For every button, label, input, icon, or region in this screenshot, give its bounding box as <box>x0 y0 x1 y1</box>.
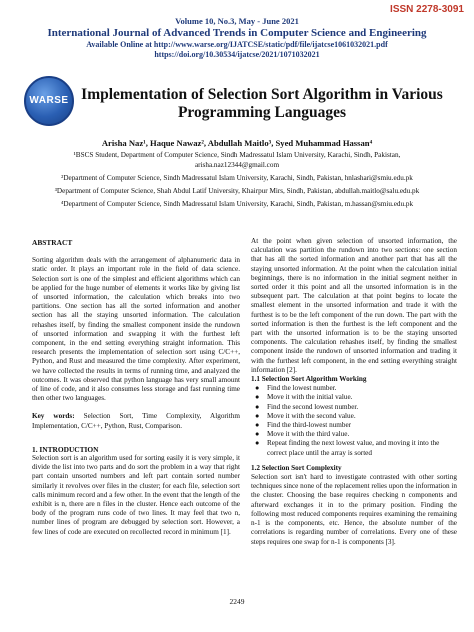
abstract-heading: ABSTRACT <box>32 238 73 247</box>
bullet-icon: ● <box>255 430 260 439</box>
affiliation-2: ²Department of Computer Science, Sindh Madressatul Islam University, Karachi, Sindh, Pakistan, hnlashari@smiu.edu.pk <box>61 173 413 182</box>
list-item: ● Move it with the third value. <box>255 430 350 439</box>
doi-link[interactable]: https://doi.org/10.30534/ijatcse/2021/1071032021 <box>154 50 320 59</box>
working-steps-list <box>251 384 457 458</box>
list-item: ● Find the second lowest number. <box>255 402 359 411</box>
warse-logo <box>24 76 74 126</box>
bullet-icon: ● <box>255 439 260 448</box>
list-item: ● Find the lowest number. <box>255 384 337 393</box>
keywords <box>32 412 240 430</box>
author-list: Arisha Naz¹, Haque Nawaz², Abdullah Maitlo³, Syed Muhammad Hassan⁴ <box>101 138 373 148</box>
affiliation-1: ¹BSCS Student, Department of Computer Science, Sindh Madressatul Islam University, Karachi, Sindh, Pakistan, arisha.naz12344@gmail.com <box>73 151 401 169</box>
page-number: 2249 <box>229 597 245 606</box>
list-item: ● Move it with the initial value. <box>255 393 353 402</box>
bullet-icon: ● <box>255 393 260 402</box>
keywords-text: Selection Sort, Time Complexity, Algorithm Implementation, C/C++, Python, Rust, Comparison. <box>32 412 240 430</box>
left-column <box>32 238 240 537</box>
list-item: ● Find the third-lowest number <box>255 421 352 430</box>
list-item: ● Move it with the second value. <box>255 411 356 420</box>
affiliation-3: ³Department of Computer Science, Shah Abdul Latif University, Khairpur Mirs, Sindh, Pakistan, abdullah.maitlo@salu.edu.pk <box>54 186 420 195</box>
introduction-text: Selection sort is an algorithm used for sorting easily it is very simple, it divide the list into two parts and do sort the problem in a way that right part contain unsorted numbers and left part contain sorted number similarly it revolves over files in the cluster; for each file, selection sort calls minimum record and a few other. In the event that the length of the exhibit is n, there are n files in the cluster. Hence each outcome of the body of the program runs code of two lines. It may feel that two n, number lines of program are debugged by selection sort. However, a few lines of code are executed on recollected record in minimum [1]. <box>32 454 240 536</box>
logo-text: WARSE <box>29 95 69 106</box>
title-line-1: Implementation of Selection Sort Algorithm in Various <box>81 86 443 103</box>
intro-continued-text: At the point when given selection of unsorted information, the calculation was partition the rundown into two sections: one section that has all the sorted information and another part that has all the staying unsorted information. At the point when the calculation initial beginnings, there is no information in the initial segment neither in sorted order it this point and all the unsorted information is in the subsequent part. The calculation at that point begins to locate the smallest element in the unsorted information and trade it with the furthest is to be the left component of the run down. The part with the sorted information is then the furthest is the left component and the part with the unsorted information is to be the staying unsorted components. The calculation rehashes itself, by finding the smallest component inside the rundown of unsorted information and trading it with the furthest left component, in the end setting everything straight information [2]. <box>251 237 457 374</box>
volume-line: Volume 10, No.3, May - June 2021 <box>175 16 299 26</box>
introduction-heading: 1. INTRODUCTION <box>32 444 99 454</box>
list-item: ● Repeat finding the next lowest value, and moving it into the correct place until the array is sorted <box>255 439 440 457</box>
bullet-icon: ● <box>255 411 260 420</box>
bullet-icon: ● <box>255 384 260 393</box>
available-online-link[interactable]: Available Online at http://www.warse.org/IJATCSE/static/pdf/file/ijatcse1061032021.pdf <box>86 40 388 49</box>
keywords-label: Key words: <box>32 412 75 421</box>
bullet-icon: ● <box>255 402 260 411</box>
abstract-text: Sorting algorithm deals with the arrangement of alphanumeric data in static order. It plays an important role in the field of data science. Selection sort is one of the simplest and efficient algorithms which can be applied for the huge number of elements it works like by giving list of unsorted information, the calculation which breaks into two partitions. One section has all the sorted information and another section has all the staying unsorted information. The calculation rehashes itself, by finding the smallest component inside the rundown of unsorted information and swapping it with the furthest left component, in the end setting everything straight information. This research presents the implementation of selection sort using C/C++, Python, and Rust and measured the time complexity. After experiment, we have collected the results in terms of running time, and analyzed the outcomes. It was observed that python language has very small amount of line of code, and it also consumes less storage and fast running time then other two languages. <box>32 256 240 403</box>
complexity-text: Selection sort isn't hard to investigate contrasted with other sorting techniques since none of the replacement relies upon the information in the cluster. Choosing the base requires checking n components and afterward exchanges it in to the primary position. Finding the following most reduced components requires examining the remaining n-1 is the components, etc. Hence, the absolute number of the correlations is regarding number of correlations. Every one of these steps requires one swap for n-1 is components [3]. <box>251 473 457 546</box>
right-column <box>251 237 457 547</box>
title-line-2: Programming Languages <box>177 104 347 121</box>
affiliation-4: ⁴Department of Computer Science, Sindh Madressatul Islam University, Karachi, Sindh, Pakistan, m.hassan@smiu.edu.pk <box>60 199 414 208</box>
paper-title <box>80 86 444 122</box>
complexity-heading: 1.2 Selection Sort Complexity <box>251 463 342 472</box>
affiliations <box>40 151 434 213</box>
issn-label: ISSN 2278-3091 <box>390 4 464 15</box>
working-heading: 1.1 Selection Sort Algorithm Working <box>251 375 367 384</box>
journal-header <box>0 16 474 60</box>
bullet-icon: ● <box>255 421 260 430</box>
journal-name: International Journal of Advanced Trends in Computer Science and Engineering <box>47 27 427 39</box>
